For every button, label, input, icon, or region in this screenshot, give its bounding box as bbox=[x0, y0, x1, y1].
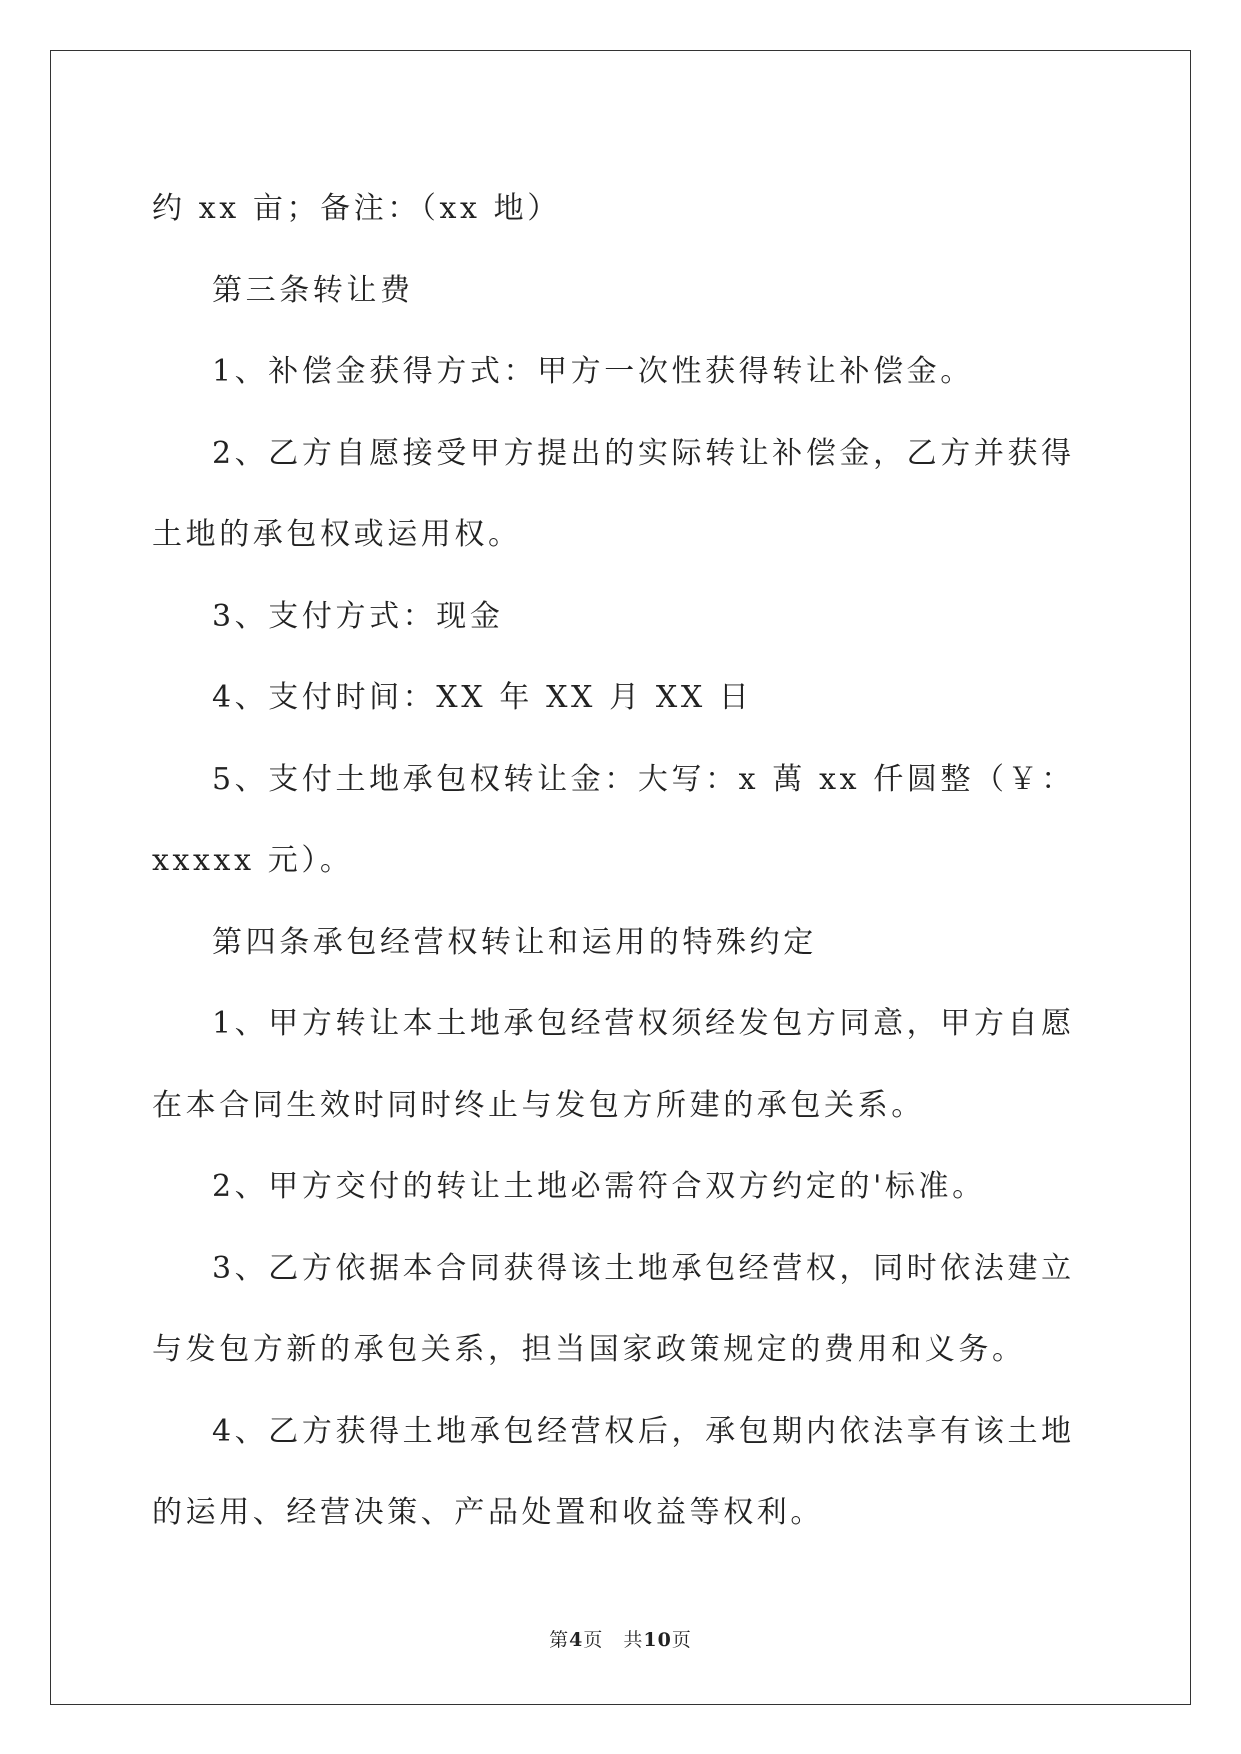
document-body bbox=[152, 168, 1092, 1554]
footer-prefix: 第 bbox=[549, 1629, 570, 1651]
paragraph-7: 5、支付土地承包权转让金：大写：x 萬 xx 仟圆整（￥：xxxxx 元）。 bbox=[152, 761, 1075, 878]
paragraph-11: 3、乙方依据本合同获得该土地承包经营权，同时依法建立与发包方新的承包关系，担当国家政策规定的费用和义务。 bbox=[152, 1250, 1075, 1367]
paragraph-6: 4、支付时间：XX 年 XX 月 XX 日 bbox=[212, 680, 753, 715]
paragraph-12: 4、乙方获得土地承包经营权后，承包期内依法享有该土地的运用、经营决策、产品处置和收益等权利。 bbox=[152, 1413, 1075, 1530]
paragraph-3: 1、补偿金获得方式：甲方一次性获得转让补偿金。 bbox=[212, 354, 974, 389]
paragraph-1: 约 xx 亩；备注：（xx 地） bbox=[152, 191, 561, 226]
page-number-footer bbox=[0, 1628, 1241, 1652]
paragraph-4: 2、乙方自愿接受甲方提出的实际转让补偿金，乙方并获得土地的承包权或运用权。 bbox=[152, 435, 1075, 552]
total-pages-number: 10 bbox=[643, 1629, 672, 1651]
footer-middle: 页 共 bbox=[583, 1629, 644, 1651]
paragraph-10: 2、甲方交付的转让土地必需符合双方约定的'标准。 bbox=[212, 1169, 986, 1204]
section-heading-article-3: 第三条转让费 bbox=[212, 272, 414, 308]
section-heading-article-4: 第四条承包经营权转让和运用的特殊约定 bbox=[212, 924, 817, 960]
footer-suffix: 页 bbox=[671, 1629, 692, 1651]
paragraph-5: 3、支付方式：现金 bbox=[212, 598, 504, 634]
paragraph-9: 1、甲方转让本土地承包经营权须经发包方同意，甲方自愿在本合同生效时同时终止与发包方所建的承包关系。 bbox=[152, 1006, 1075, 1123]
current-page-number: 4 bbox=[569, 1629, 584, 1651]
